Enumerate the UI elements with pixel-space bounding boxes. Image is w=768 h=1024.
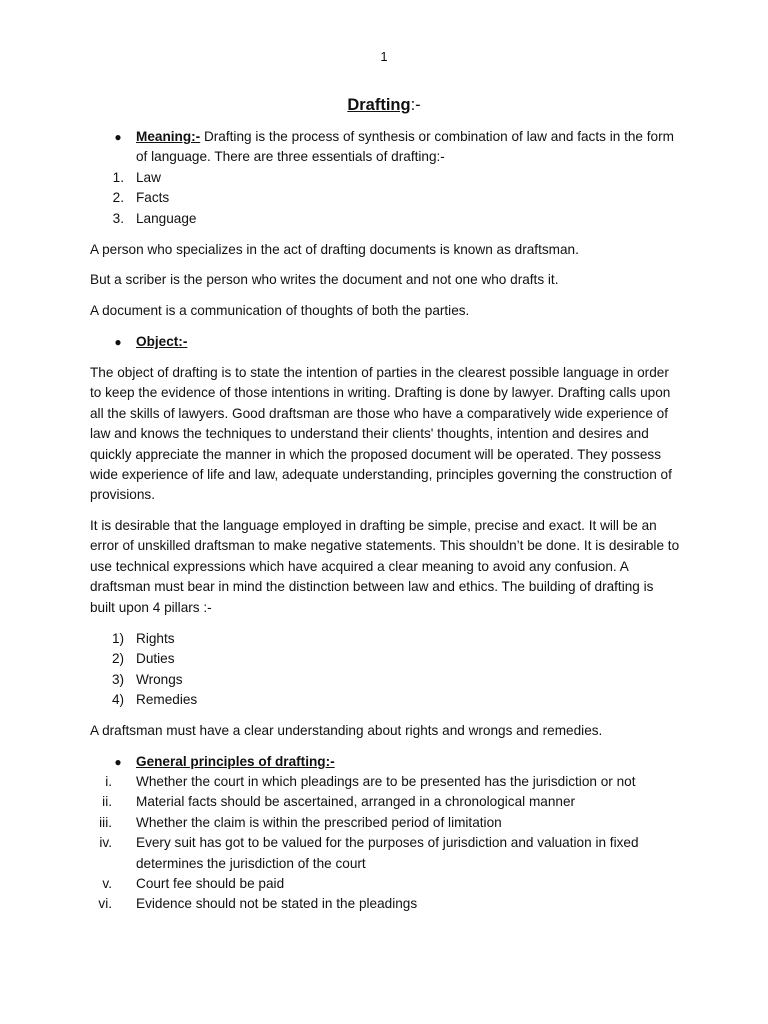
paragraph-language: It is desirable that the language employed in drafting be simple, precise and exact. It will be an error of unskilled draftsman to make negative statements. This shouldn’t be done. It is desirable to use technical expressions which have acquired a clear meaning to avoid any confusion. A draftsman must bear in mind the distinction between law and ethics. The building of drafting is built upon 4 pillars :- [90,518,680,615]
object-heading [136,332,676,352]
list-item [0,792,768,812]
list-item-text: Evidence should not be stated in the pleadings [136,896,418,912]
list-item [0,670,768,690]
meaning-body: Drafting is the process of synthesis or combination of law and facts in the form of language. There are three essentials of drafting:- [136,129,674,165]
list-marker: 1. [112,170,124,185]
list-marker: 2. [112,190,124,206]
list-item [0,874,768,894]
paragraph-object: The object of drafting is to state the intention of parties in the clearest possible language in order to keep the evidence of those intentions in writing. Drafting is done by lawyer. Drafting calls upon all the skills of lawyers. Good draftsman are those who have a comparatively wide experience of law and knows the techniques to understand their clients' thoughts, intention and desires and quickly appreciate the manner in which the proposed document will be operated. They possess wide experience of life and law, adequate understanding, principles governing the construction of provisions. [90,365,672,503]
list-marker: v. [102,875,112,891]
principles-list [0,772,768,915]
list-item-text: Wrongs [136,671,183,687]
pillars-list [0,629,768,711]
list-item-text: Whether the court in which pleadings are to be presented has the jurisdiction or not [136,774,636,789]
list-item-text: Rights [136,631,175,646]
list-marker: ii. [102,794,112,810]
list-item [0,209,768,229]
bullet-icon: ● [114,755,122,769]
list-marker: 1) [112,631,125,646]
paragraph-understanding: A draftsman must have a clear understanding about rights and wrongs and remedies. [90,723,603,738]
page-number: 1 [380,49,388,64]
principles-bullet [0,752,768,773]
paragraph-draftsman: A person who specializes in the act of drafting documents is known as draftsman. [90,242,579,257]
list-item [0,690,768,710]
list-marker: 4) [112,692,125,708]
list-marker: 3. [112,210,124,226]
title-text: Drafting [347,96,411,114]
list-item-text: Material facts should be ascertained, arranged in a chronological manner [136,794,576,810]
list-item-text: Duties [136,651,175,667]
list-item-text: Court fee should be paid [136,875,285,891]
list-item [0,629,768,649]
object-bullet [0,332,768,353]
list-item-text: Remedies [136,692,198,708]
paragraph-document: A document is a communication of thoughts of both the parties. [90,303,470,318]
list-item-text: Every suit has got to be valued for the purposes of jurisdiction and valuation in fixed determines the jurisdiction of the court [136,835,639,871]
list-marker: 2) [112,651,125,667]
list-marker: 3) [112,671,125,687]
list-marker: iii. [99,814,112,830]
meaning-bullet [0,127,768,168]
list-item [0,168,768,188]
list-item-text: Whether the claim is within the prescribed period of limitation [136,814,502,830]
title-suffix: :- [410,96,421,114]
list-marker: i. [105,774,112,789]
object-label: Object:- [136,334,188,349]
list-item [0,894,768,914]
list-marker: vi. [98,896,112,912]
page-title [0,94,768,116]
list-item-text: Facts [136,190,170,206]
list-item [0,649,768,669]
list-item [0,188,768,208]
meaning-label: Meaning:- [136,129,201,144]
list-item [0,813,768,833]
list-item [0,833,768,874]
list-marker: iv. [99,835,112,851]
meaning-text [136,127,676,168]
list-item [0,772,768,792]
list-item-text: Law [136,170,161,185]
bullet-icon: ● [114,130,122,144]
bullet-icon: ● [114,335,122,349]
paragraph-scriber: But a scriber is the person who writes the document and not one who drafts it. [90,272,559,287]
principles-label: General principles of drafting:- [136,754,335,769]
list-item-text: Language [136,210,197,226]
principles-heading [136,752,676,772]
essentials-list [0,168,768,229]
